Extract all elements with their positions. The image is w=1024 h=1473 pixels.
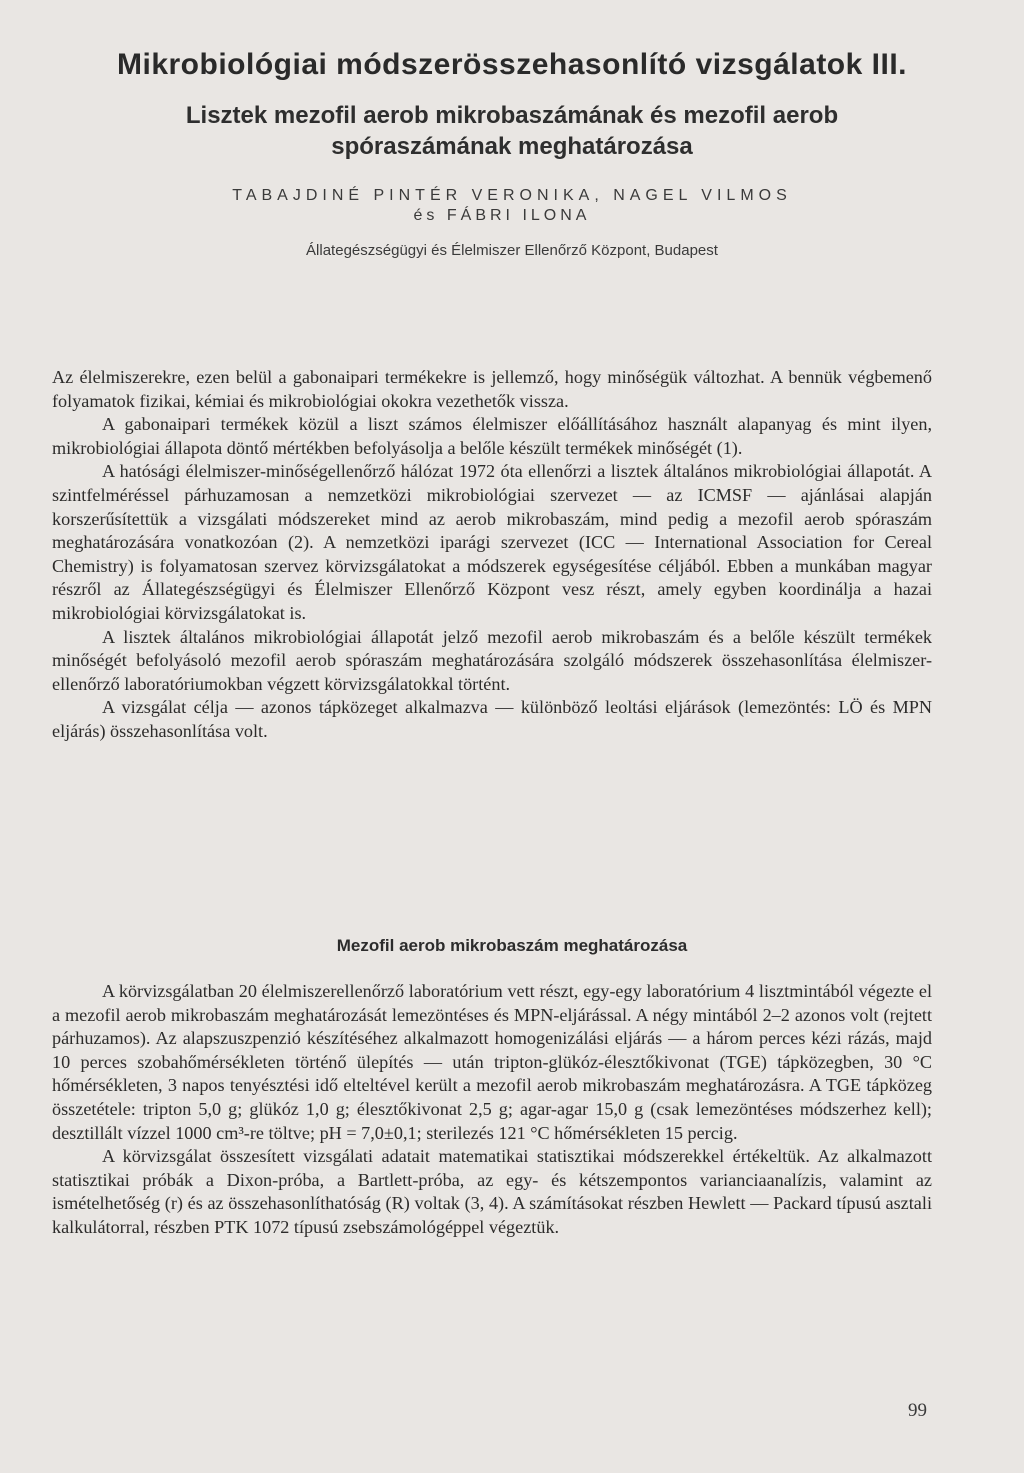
paragraph: A körvizsgálat összesített vizsgálati adatait matematikai statisztikai módszerekkel értékeltük. Az alkalmazott statisztikai próbák a Dixon-próba, a Bartlett-próba, az egy- és kétszempontos varianciaanalízis, valamint az ismételhetőség (r) és az összehasonlíthatóság (R) voltak (3, 4). A számításokat részben Hewlett — Packard típusú asztali kalkulátorral, részben PTK 1072 típusú zsebszámológéppel végeztük. [52, 1146, 932, 1237]
paragraph: A lisztek általános mikrobiológiai állapotát jelző mezofil aerob mikrobaszám és a belőle készült termékek minőségét befolyásoló mezofil aerob spóraszám meghatározására szolgáló módszerek összehasonlítása élelmiszer-ellenőrző laboratóriumokban végzett körvizsgálatokkal történt. [52, 626, 932, 694]
paragraph: A gabonaipari termékek közül a liszt számos élelmiszer előállításához használt alapanyag és mint ilyen, mikrobiológiai állapota döntő mértékben befolyásolja a belőle készült termékek minőségét (1). [52, 414, 932, 458]
article-subtitle [0, 100, 1024, 162]
authors-line-1: TABAJDINÉ PINTÉR VERONIKA, NAGEL VILMOS [232, 187, 792, 204]
paragraph: Az élelmiszerekre, ezen belül a gabonaipari termékekre is jellemző, hogy minőségük változhat. A bennük végbemenő folyamatok fizikai, kémiai és mikrobiológiai okokra vezethetők vissza. [52, 367, 932, 411]
affiliation: Állategészségügyi és Élelmiszer Ellenőrző Központ, Budapest [306, 242, 718, 259]
paragraph: A körvizsgálatban 20 élelmiszerellenőrző laboratórium vett részt, egy-egy laboratórium 4 lisztmintából végezte el a mezofil aerob mikrobaszám meghatározását lemezöntéses és MPN-eljárással. A négy mintából 2–2 azonos volt (rejtett párhuzamos). Az alapszuszpenzió készítéséhez alkalmazott homogenizálási eljárás — a három perces kézi rázás, majd 10 perces szobahőmérsékleten történő ülepítés — után tripton-glükóz-élesztőkivonat (TGE) tápközegben, 30 °C hőmérsékleten, 3 napos tenyésztési idő elteltével került a mezofil aerob mikrobaszám meghatározásra. A TGE tápközeg összetétele: tripton 5,0 g; glükóz 1,0 g; élesztőkivonat 2,5 g; agar-agar 15,0 g (csak lemezöntéses módszerhez kell); desztillált vízzel 1000 cm³-re töltve; pH = 7,0±0,1; sterilezés 121 °C hőmérsékleten 15 percig. [52, 981, 932, 1143]
subtitle-line-1: Lisztek mezofil aerob mikrobaszámának és mezofil aerob [185, 102, 839, 129]
section-text [52, 980, 932, 1240]
subtitle-line-2: spóraszámának meghatározása [331, 133, 693, 160]
paragraph: A vizsgálat célja — azonos tápközeget alkalmazva — különböző leoltási eljárások (lemezöntés: LÖ és MPN eljárás) összehasonlítása volt. [52, 697, 932, 741]
page-number: 99 [908, 1400, 927, 1421]
authors [0, 186, 1024, 226]
section-heading: Mezofil aerob mikrobaszám meghatározása [336, 936, 688, 955]
article-title: Mikrobiológiai módszerösszehasonlító vizsgálatok III. [117, 48, 907, 81]
authors-line-2: és FÁBRI ILONA [413, 207, 591, 224]
paragraph: A hatósági élelmiszer-minőségellenőrző hálózat 1972 óta ellenőrzi a lisztek általános mikrobiológiai állapotát. A szintfelméréssel párhuzamosan a nemzetközi mikrobiológiai szervezet — az ICMSF — ajánlásai alapján korszerűsítettük a vizsgálati módszereket mind az aerob mikrobaszám, mind pedig a mezofil aerob spóraszám meghatározására vonatkozóan (2). A nemzetközi iparági szervezet (ICC — International Association for Cereal Chemistry) is folyamatosan szervez körvizsgálatokat a módszerek egységesítése céljából. Ebben a munkában magyar részről az Állategészségügyi és Élelmiszer Ellenőrző Központ vesz részt, amely egyben koordinálja a hazai mikrobiológiai körvizsgálatokat is. [52, 461, 932, 623]
intro-text [52, 366, 932, 744]
